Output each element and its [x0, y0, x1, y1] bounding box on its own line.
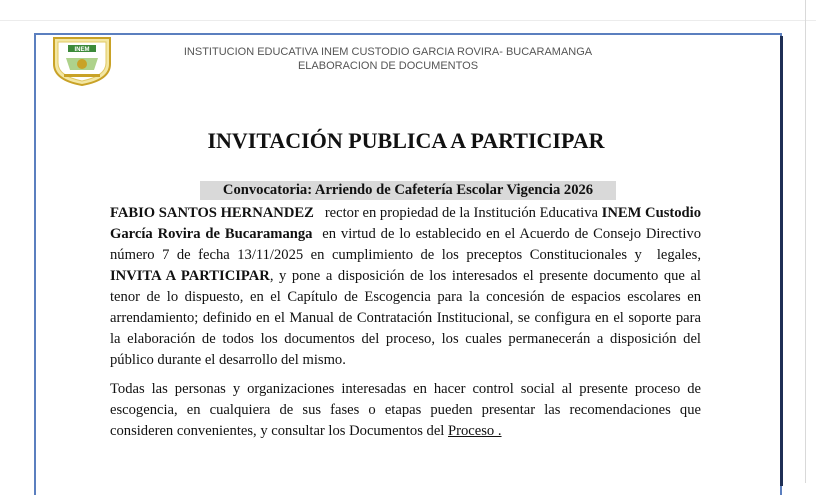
scrollbar-track[interactable]	[805, 0, 806, 483]
p1-text-1: rector en propiedad de la Institución Educativa	[313, 205, 602, 221]
institution-name: INEM Custodio García Rovira de Bucaramanga	[110, 205, 701, 242]
document-body	[110, 203, 705, 442]
p2-text: Todas las personas y organizaciones interesadas en hacer control social al presente proceso de escogencia, en cualquiera de sus fases o etapas pueden presentar las recomendaciones que consideren convenientes, y consultar los Documentos del	[110, 381, 701, 439]
page-title: INVITACIÓN PUBLICA A PARTICIPAR	[207, 128, 605, 153]
convocatoria-heading: Convocatoria: Arriendo de Cafetería Escolar Vigencia 2026	[200, 181, 616, 200]
invita-participar: INVITA A PARTICIPAR	[110, 268, 270, 284]
proceso-link[interactable]: Proceso .	[448, 423, 502, 439]
paragraph-2	[110, 379, 701, 442]
p1-text-2: en virtud de lo establecido en el Acuerdo de Consejo Directivo número 7 de fecha 13/11/2025 en cumplimiento de los preceptos Constitucionales y legales,	[110, 226, 705, 263]
p1-text-3: , y pone a disposición de los interesados el presente documento que al tenor de lo dispuesto, en el Capítulo de Escogencia para la concesión de espacios escolares en arrendamiento; definido en el Manual de Contratación Institucional, se configura en el soporte para la elaboración de todos los documentos del proceso, los cuales permanecerán a disposición del público durante el desarrollo del mismo.	[110, 268, 701, 368]
page-shadow	[780, 36, 783, 486]
school-logo	[48, 34, 116, 86]
header-line-1: INSTITUCION EDUCATIVA INEM CUSTODIO GARCIA ROVIRA- BUCARAMANGA	[183, 46, 593, 58]
header-line-2: ELABORACION DE DOCUMENTOS	[297, 60, 479, 72]
toolbar-divider	[0, 20, 816, 21]
paragraph-1	[110, 203, 705, 371]
rector-name: FABIO SANTOS HERNANDEZ	[110, 205, 314, 221]
document-header	[150, 45, 626, 73]
logo-text: INEM	[74, 47, 90, 53]
